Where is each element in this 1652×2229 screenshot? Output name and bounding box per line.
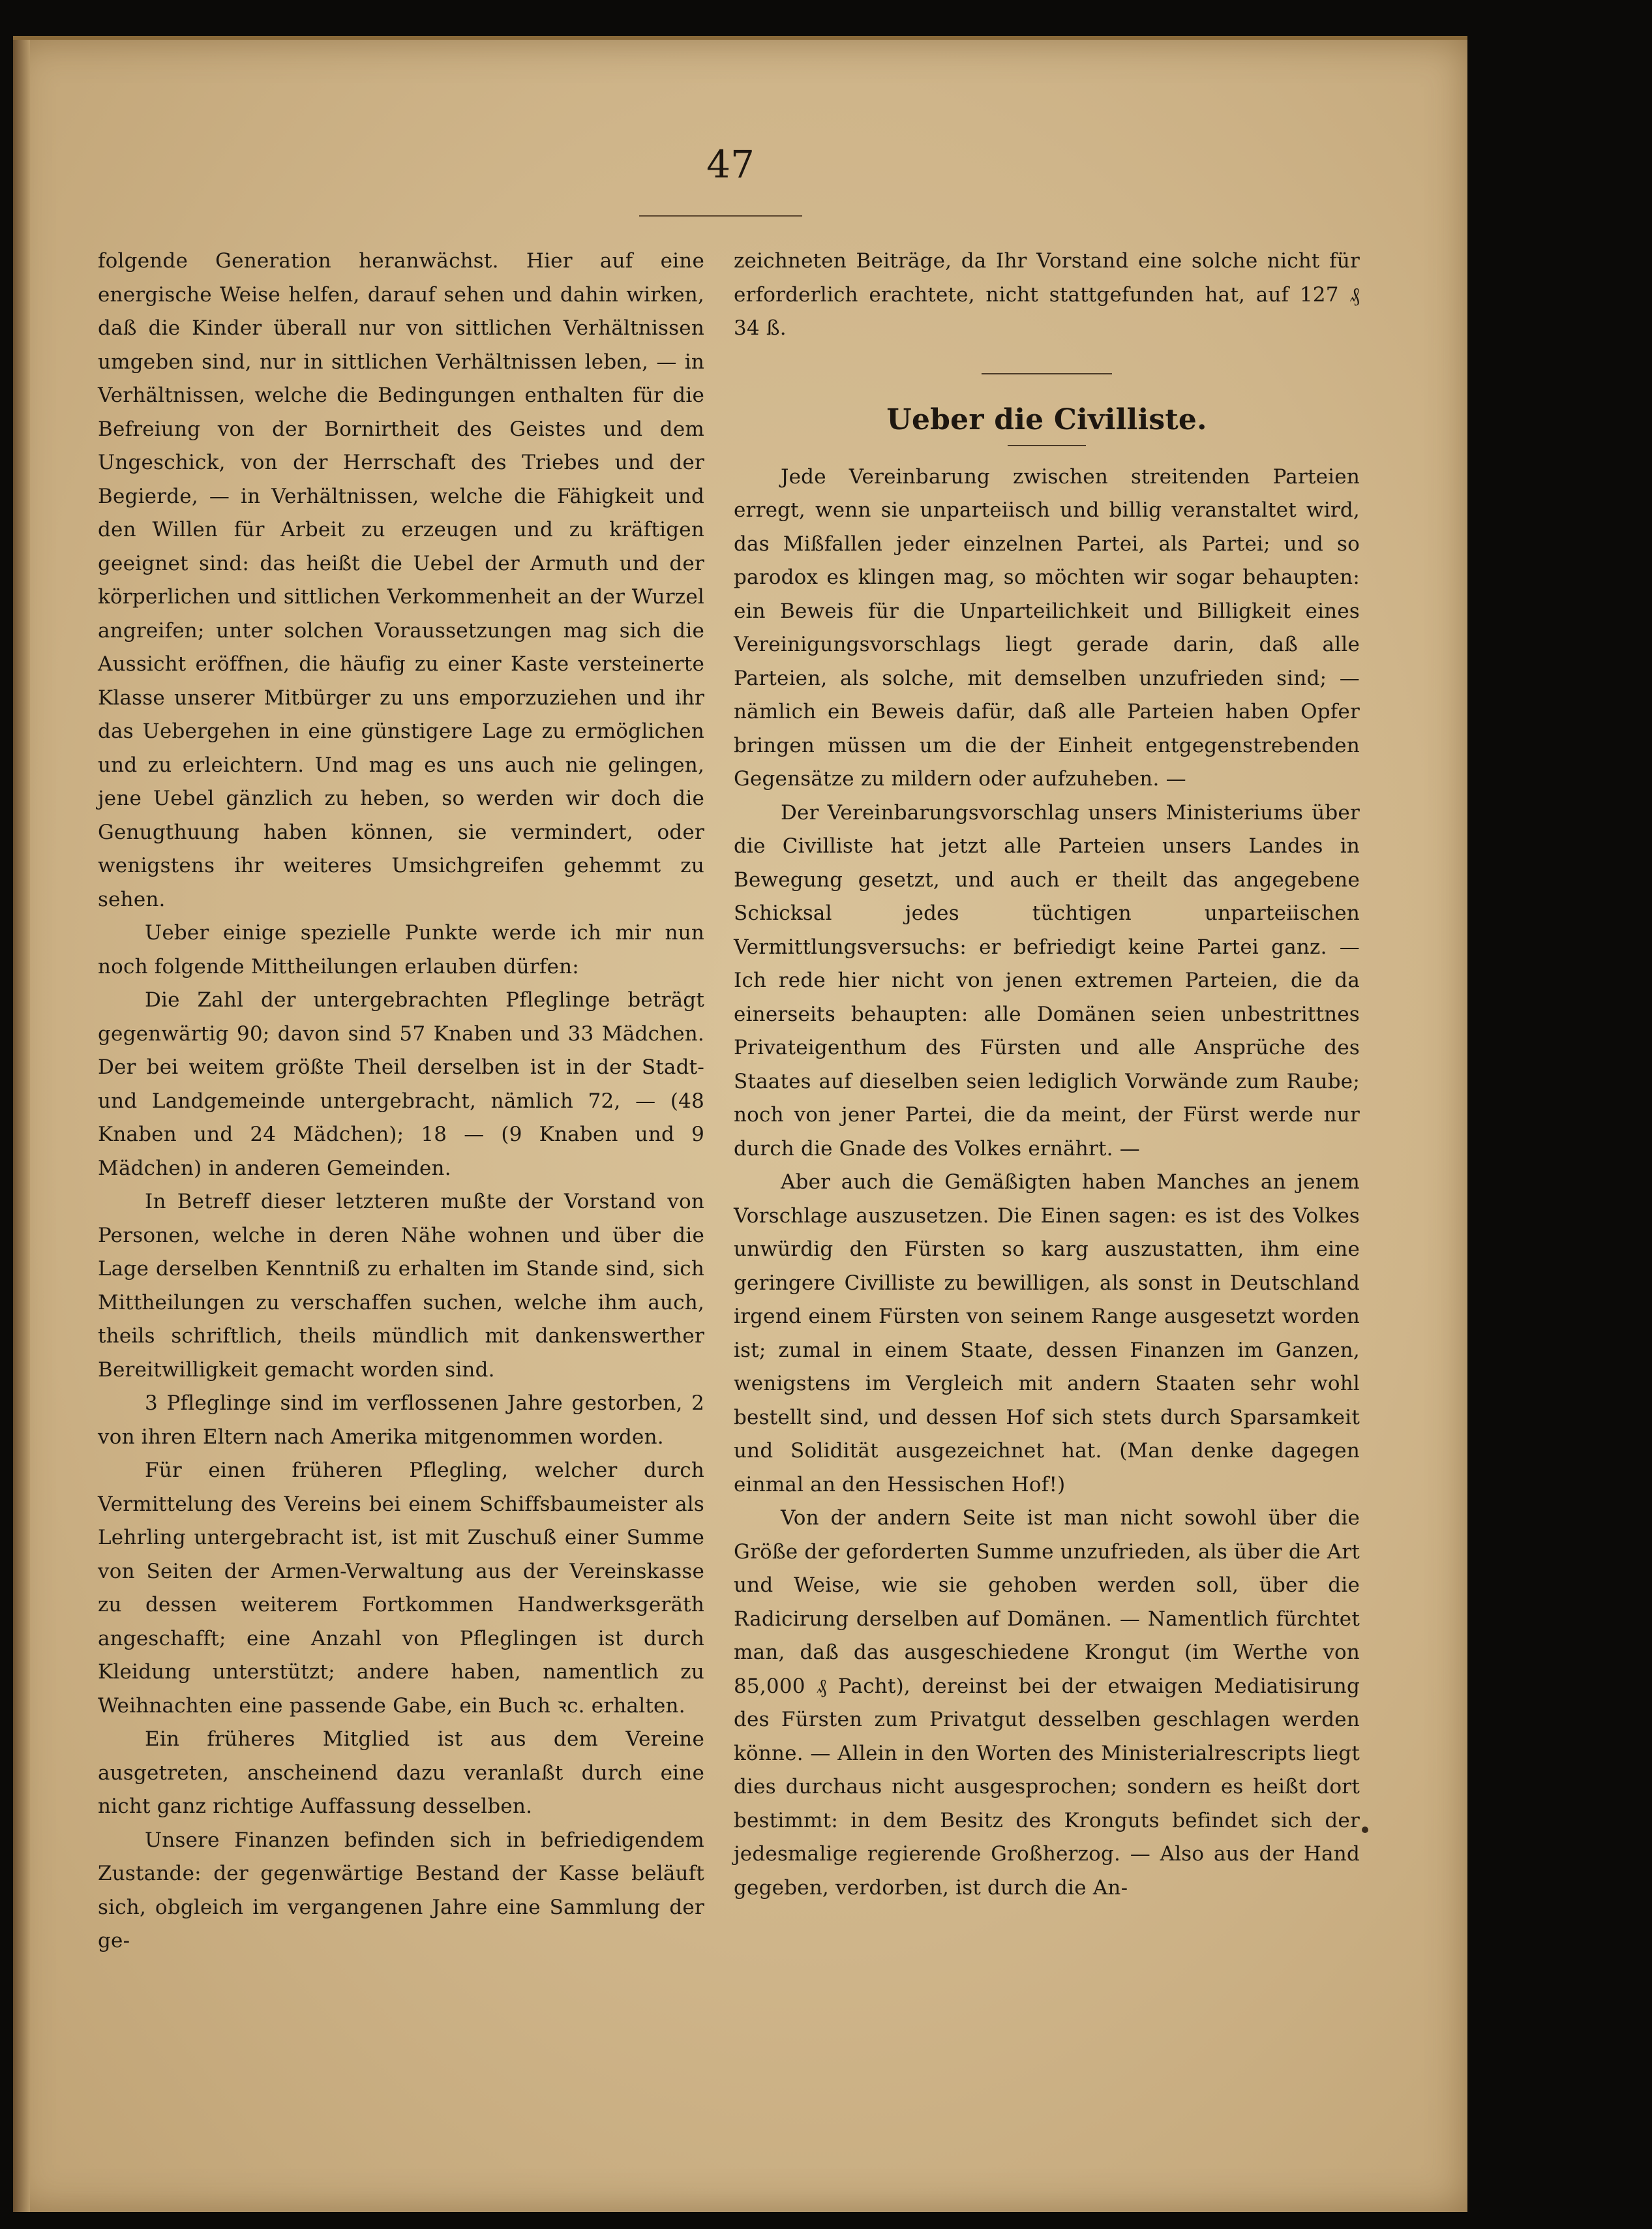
paragraph: zeichneten Beiträge, da Ihr Vorstand eine solche nicht für erforderlich erachtete, nicht stattgefunden hat, auf 127 ₰ 34 ß. xyxy=(734,249,1360,340)
paragraph: Aber auch die Gemäßigten haben Manches an jenem Vorschlage auszusetzen. Die Einen sagen: es ist des Volkes unwürdig den Fürsten so karg auszustatten, ihm eine geringere Civilliste zu bewilligen, als sonst in Deutschland irgend einem Fürsten von seinem Range ausgesetzt worden ist; zumal in einem Staate, dessen Finanzen im Ganzen, wenigstens im Vergleich mit andern Staaten sehr wohl bestellt sind, und dessen Hof sich stets durch Sparsamkeit und Solidität ausgezeichnet hat. (Man denke dagegen einmal an den Hessischen Hof!) xyxy=(734,1170,1360,1496)
paragraph: In Betreff dieser letzteren mußte der Vorstand von Personen, welche in deren Nähe wohnen und über die Lage derselben Kenntniß zu erhalten im Stande sind, sich Mittheilungen zu verschaffen suchen, welche ihm auch, theils schriftlich, theils mündlich mit dankenswerther Bereitwilligkeit gemacht worden sind. xyxy=(98,1190,704,1382)
paragraph: Unsere Finanzen befinden sich in befriedigendem Zustande: der gegenwärtige Bestand der Kasse beläuft sich, obgleich im vergangenen Jahre eine Sammlung der ge- xyxy=(98,1828,704,1952)
page-number: 47 xyxy=(706,142,755,187)
paragraph: Ueber einige spezielle Punkte werde ich mir nun noch folgende Mittheilungen erlauben dürfen: xyxy=(98,921,704,978)
paragraph: Ein früheres Mitglied ist aus dem Vereine ausgetreten, anscheinend dazu veranlaßt durch eine nicht ganz richtige Auffassung desselben. xyxy=(98,1727,704,1818)
page-number-rule xyxy=(639,215,802,217)
section-divider xyxy=(982,373,1112,374)
page-spine-shadow xyxy=(13,40,30,2212)
paragraph: Von der andern Seite ist man nicht sowohl über die Größe der geforderten Summe unzufrieden, als über die Art und Weise, wie sie gehoben werden soll, über die Radicirung derselben auf Domänen. — Namentlich fürchtet man, daß das ausgeschiedene Krongut (im Werthe von 85,000 ₰ Pacht), dereinst bei der etwaigen Mediatisirung des Fürsten zum Privatgut desselben geschlagen werden könne. — Allein in den Worten des Ministerialrescripts liegt dies durchaus nicht ausgesprochen; sondern es heißt dort bestimmt: in dem Besitz des Kronguts befindet sich der jedesmalige regierende Großherzog. — Also aus der Hand gegeben, verdorben, ist durch die An- xyxy=(734,1506,1360,1900)
paragraph: folgende Generation heranwächst. Hier auf eine energische Weise helfen, darauf sehen und dahin wirken, daß die Kinder überall nur von sittlichen Verhältnissen umgeben sind, nur in sittlichen Verhältnissen leben, — in Verhältnissen, welche die Bedingungen enthalten für die Befreiung von der Bornirtheit des Geistes und dem Ungeschick, von der Herrschaft des Triebes und der Begierde, — in Verhältnissen, welche die Fähigkeit und den Willen für Arbeit zu erzeugen und zu kräftigen geeignet sind: das heißt die Uebel der Armuth und der körperlichen und sittlichen Verkommenheit an der Wurzel angreifen; unter solchen Voraussetzungen mag sich die Aussicht eröffnen, die häufig zu einer Kaste versteinerte Klasse unserer Mitbürger zu uns emporzuziehen und ihr das Uebergehen in eine günstigere Lage zu ermöglichen und zu erleichtern. Und mag es uns auch nie gelingen, jene Uebel gänzlich zu heben, so werden wir doch die Genugthuung haben können, sie vermindert, oder wenigstens ihr weiteres Umsichgreifen gehemmt zu sehen. xyxy=(98,249,704,911)
paragraph: Für einen früheren Pflegling, welcher durch Vermittelung des Vereins bei einem Schiffsbaumeister als Lehrling untergebracht ist, ist mit Zuschuß einer Summe von Seiten der Armen-Verwaltung aus der Vereinskasse zu dessen weiterem Fortkommen Handwerksgeräth angeschafft; eine Anzahl von Pfleglingen ist durch Kleidung unterstützt; andere haben, namentlich zu Weihnachten eine passende Gabe, ein Buch ꝛc. erhalten. xyxy=(98,1459,704,1718)
section-heading: Ueber die Civilliste. xyxy=(886,402,1207,436)
paragraph: Die Zahl der untergebrachten Pfleglinge beträgt gegenwärtig 90; davon sind 57 Knaben und 33 Mädchen. Der bei weitem größte Theil derselben ist in der Stadt- und Landgemeinde untergebracht, nämlich 72, — (48 Knaben und 24 Mädchen); 18 — (9 Knaben und 9 Mädchen) in anderen Gemeinden. xyxy=(98,988,704,1180)
paragraph: 3 Pfleglinge sind im verflossenen Jahre gestorben, 2 von ihren Eltern nach Amerika mitgenommen worden. xyxy=(98,1391,704,1449)
left-text-column xyxy=(98,245,704,1958)
heading-divider xyxy=(1008,445,1086,446)
right-text-column xyxy=(734,245,1360,1905)
paragraph: Der Vereinbarungsvorschlag unsers Ministeriums über die Civilliste hat jetzt alle Parteien unsers Landes in Bewegung gesetzt, und auch er theilt das angegebene Schicksal jedes tüchtigen unparteiischen Vermittlungsversuchs: er befriedigt keine Partei ganz. — Ich rede hier nicht von jenen extremen Parteien, die da einerseits behaupten: alle Domänen seien unbestrittnes Privateigenthum des Fürsten und alle Ansprüche des Staates auf dieselben seien lediglich Vorwände zum Raube; noch von jener Partei, die da meint, der Fürst werde nur durch die Gnade des Volkes ernährt. — xyxy=(734,800,1360,1160)
paragraph: Jede Vereinbarung zwischen streitenden Parteien erregt, wenn sie unparteiisch und billig veranstaltet wird, das Mißfallen jeder einzelnen Partei, als Partei; und so parodox es klingen mag, so möchten wir sogar behaupten: ein Beweis für die Unparteilichkeit und Billigkeit eines Vereinigungsvorschlags liegt gerade darin, daß alle Parteien, als solche, mit demselben unzufrieden sind; — nämlich ein Beweis dafür, daß alle Parteien haben Opfer bringen müssen um die der Einheit entgegenstrebenden Gegensätze zu mildern oder aufzuheben. — xyxy=(734,464,1360,791)
ink-speck xyxy=(1362,1827,1368,1833)
